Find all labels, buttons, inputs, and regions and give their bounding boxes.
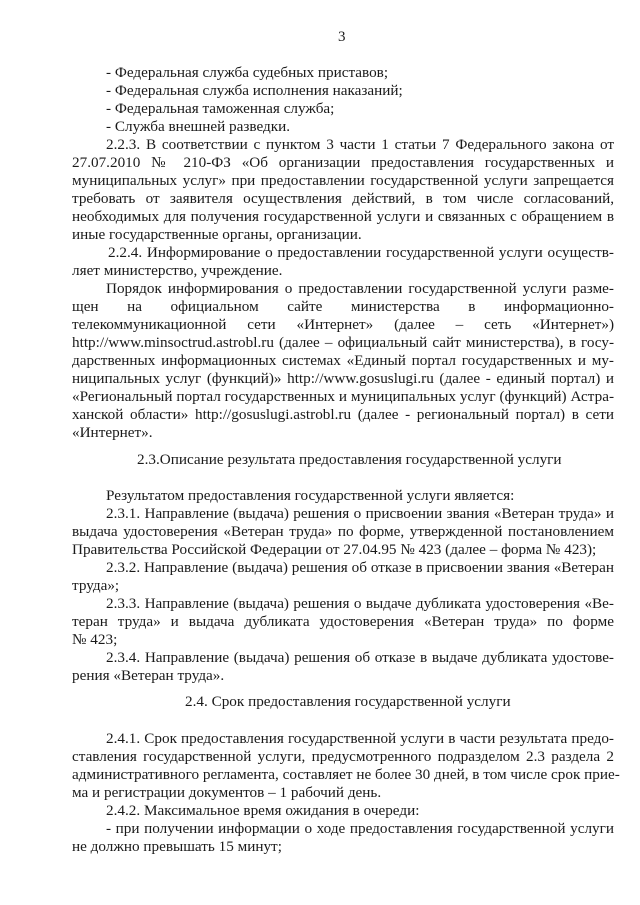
text-line: - Федеральная служба судебных приставов;	[106, 64, 389, 81]
text-line: «Региональный портал государственных и муниципальных услуг (функций) Астра-	[72, 388, 614, 405]
text-line: ляет министерство, учреждение.	[72, 262, 283, 279]
text-line: Правительства Российской Федерации от 27.04.95 № 423 (далее – форма № 423);	[72, 541, 597, 558]
text-line: телекоммуникационной сети «Интернет» (далее – сеть «Интернет»)	[72, 316, 614, 333]
text-line: рения «Ветеран труда».	[72, 667, 225, 684]
text-line: труда»;	[72, 577, 120, 594]
text-line: - при получении информации о ходе предоставления государственной услуги	[106, 820, 614, 837]
section-heading: 2.3.Описание результата предоставления государственной услуги	[137, 451, 562, 468]
text-line: требовать от заявителя осуществления действий, в том числе согласований,	[72, 190, 614, 207]
text-line: щен на официальном сайте министерства в информационно-	[72, 298, 614, 315]
text-line: не должно превышать 15 минут;	[72, 838, 282, 855]
text-line: - Служба внешней разведки.	[106, 118, 291, 135]
text-line: «Интернет».	[72, 424, 153, 441]
text-line: ма и регистрации документов – 1 рабочий день.	[72, 784, 382, 801]
text-line: № 423;	[72, 631, 118, 648]
text-line: иные государственные органы, организации.	[72, 226, 362, 243]
text-line: необходимых для получения государственной услуги и связанных с обращением в	[72, 208, 614, 225]
section-heading: 2.4. Срок предоставления государственной услуги	[185, 693, 511, 710]
page-number: 3	[338, 29, 346, 45]
text-line: 2.2.3. В соответствии с пунктом 3 части 1 статьи 7 Федерального закона от	[106, 136, 614, 153]
text-line: 2.3.2. Направление (выдача) решения об отказе в присвоении звания «Ветеран	[106, 559, 614, 576]
text-line: муниципальных услуг» при предоставлении государственной услуги запрещается	[72, 172, 614, 189]
text-line: ставления государственной услуги, предусмотренного подразделом 2.3 раздела 2	[72, 748, 614, 765]
text-line: 2.2.4. Информирование о предоставлении государственной услуги осуществ-	[108, 244, 614, 261]
text-line: ханской области» http://gosuslugi.astrobl.ru (далее - региональный портал) в сети	[72, 406, 614, 423]
text-line: теран труда» и выдача дубликата удостоверения «Ветеран труда» по форме	[72, 613, 614, 630]
text-line: Порядок информирования о предоставлении государственной услуги разме-	[106, 280, 614, 297]
text-line: 2.4.2. Максимальное время ожидания в очереди:	[106, 802, 420, 819]
text-line: 27.07.2010 № 210-ФЗ «Об организации предоставления государственных и	[72, 154, 614, 171]
text-line: выдача удостоверения «Ветеран труда» по форме, утвержденной постановлением	[72, 523, 614, 540]
text-line: дарственных информационных системах «Единый портал государственных и му-	[72, 352, 614, 369]
text-line: - Федеральная таможенная служба;	[106, 100, 335, 117]
text-line: 2.3.3. Направление (выдача) решения о выдаче дубликата удостоверения «Ве-	[106, 595, 614, 612]
text-line: 2.3.1. Направление (выдача) решения о присвоении звания «Ветеран труда» и	[106, 505, 614, 522]
text-line: - Федеральная служба исполнения наказаний;	[106, 82, 403, 99]
text-line: Результатом предоставления государственной услуги является:	[106, 487, 515, 504]
text-line: ниципальных услуг (функций)» http://www.gosuslugi.ru (далее - единый портал) и	[72, 370, 614, 387]
text-line: http://www.minsoctrud.astrobl.ru (далее – официальный сайт министерства), в госу-	[72, 334, 614, 351]
text-line: 2.3.4. Направление (выдача) решения об отказе в выдаче дубликата удостове-	[106, 649, 614, 666]
text-line: административного регламента, составляет не более 30 дней, в том числе срок прие-	[72, 766, 620, 783]
text-line: 2.4.1. Срок предоставления государственной услуги в части результата предо-	[106, 730, 614, 747]
